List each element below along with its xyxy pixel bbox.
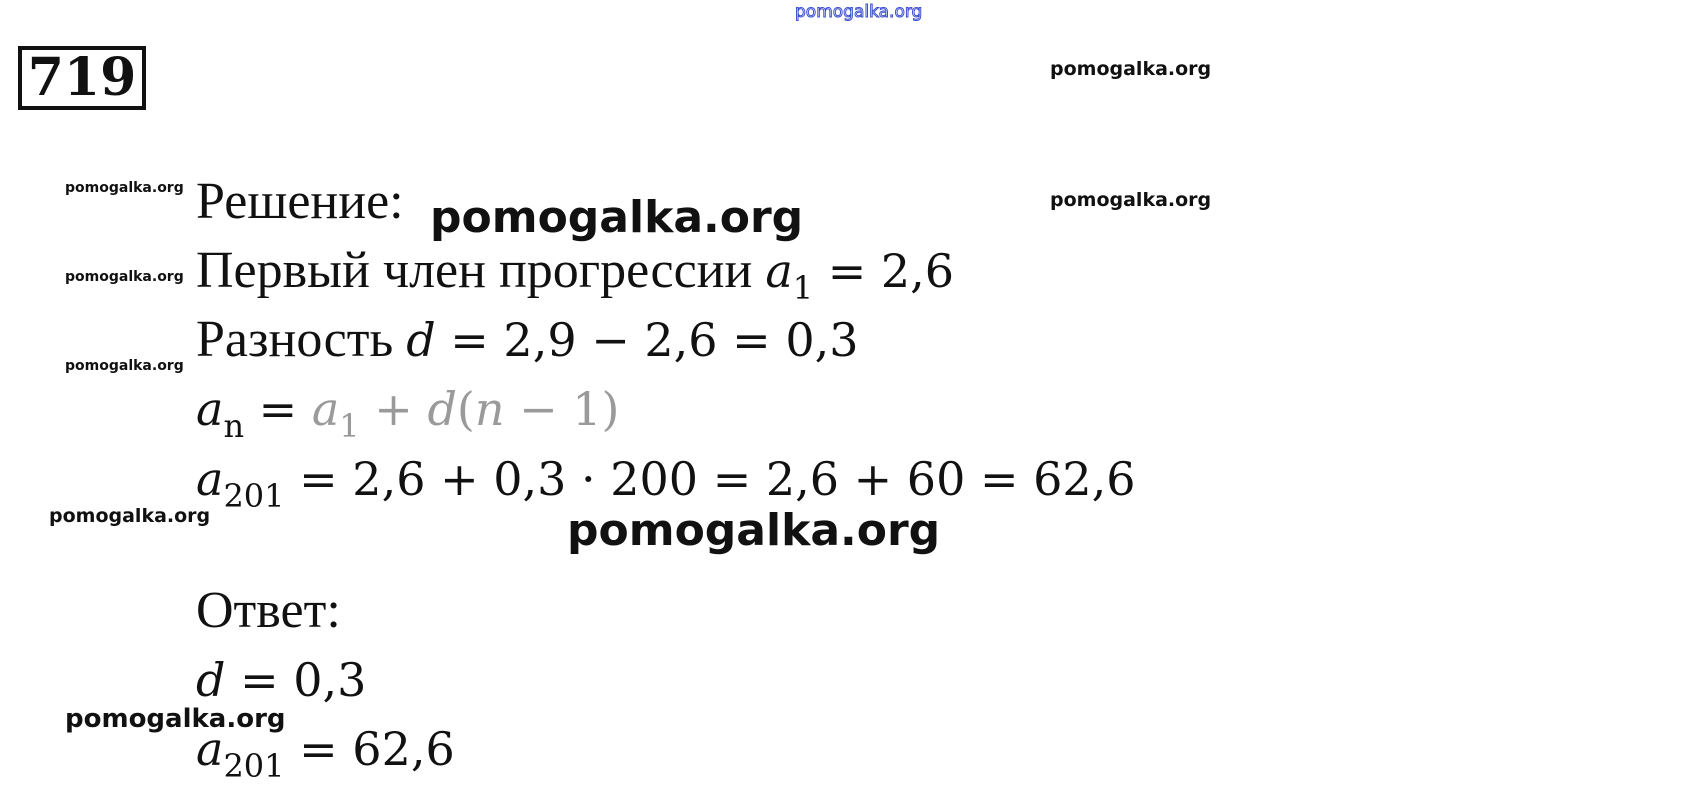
watermark-top: pomogalka.org (795, 2, 923, 22)
calculation: $a_{201} = 2,6 + 0,3 \cdot 200 = 2,6 + 60 = 62,6$ (196, 452, 1136, 515)
solution-heading: Решение: (196, 173, 404, 230)
watermark: pomogalka.org (65, 269, 184, 285)
answer-a201: $a_{201} = 62,6$ (196, 722, 455, 785)
watermark: pomogalka.org (1050, 58, 1212, 80)
first-term-math: $a_1 = 2,6$ (765, 244, 955, 307)
answer-heading: Ответ: (196, 582, 341, 639)
difference-line (196, 310, 858, 369)
first-term-line (196, 241, 954, 307)
first-term-label: Первый член прогрессии (196, 242, 753, 299)
watermark-large: pomogalka.org (567, 505, 941, 556)
difference-math: d = 2,9 − 2,6 = 0,3 (406, 313, 859, 367)
watermark: pomogalka.org (65, 180, 184, 196)
watermark: pomogalka.org (65, 358, 184, 374)
watermark: pomogalka.org (65, 704, 286, 734)
watermark: pomogalka.org (49, 505, 211, 527)
answer-d: d = 0,3 (196, 653, 367, 707)
problem-number: 719 (18, 46, 146, 110)
watermark-large: pomogalka.org (430, 192, 804, 243)
watermark: pomogalka.org (1050, 189, 1212, 211)
general-formula: $a_n = a_1 + d(n - 1)$ (196, 382, 620, 445)
difference-label: Разность (196, 311, 394, 368)
